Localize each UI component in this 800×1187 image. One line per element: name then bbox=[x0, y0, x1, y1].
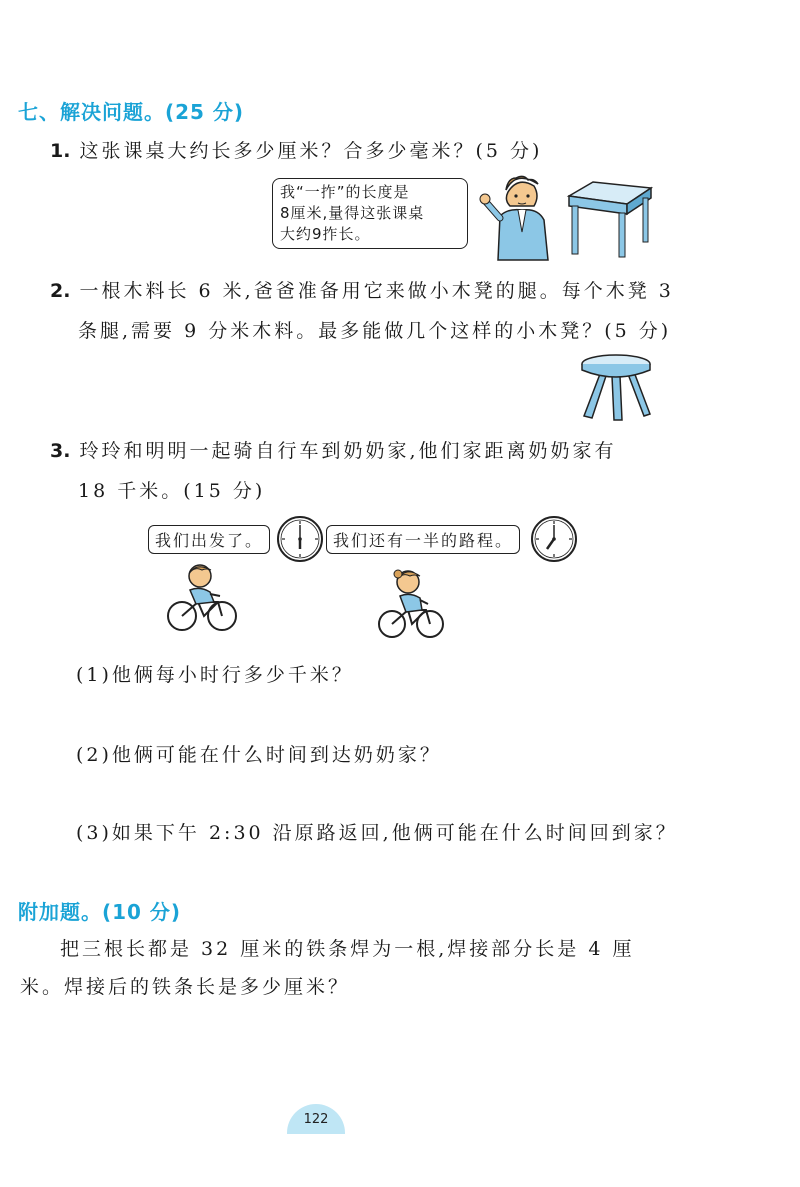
clock-icon bbox=[530, 515, 578, 563]
bubble-line: 我“一拃”的长度是 bbox=[280, 183, 410, 201]
section-heading: 七、解决问题。(25 分) bbox=[18, 100, 245, 124]
sub-question-3: (3)如果下午 2:30 沿原路返回,他俩可能在什么时间回到家？ bbox=[76, 822, 678, 844]
question-text: 玲玲和明明一起骑自行车到奶奶家,他们家距离奶奶家有 bbox=[79, 440, 617, 462]
speech-bubble bbox=[272, 178, 468, 249]
bubble-line: 大约9拃长。 bbox=[280, 225, 371, 243]
question-2 bbox=[50, 276, 674, 303]
boy-waving-icon bbox=[478, 172, 558, 260]
question-text-continued: 18 千米。(15 分) bbox=[78, 480, 266, 502]
question-number: 2. bbox=[50, 280, 71, 302]
extra-question-text-continued: 米。焊接后的铁条长是多少厘米？ bbox=[20, 976, 351, 998]
desk-icon bbox=[565, 180, 655, 258]
cyclist-icon bbox=[166, 560, 238, 634]
speech-bubble-start: 我们出发了。 bbox=[148, 525, 270, 554]
stool-icon bbox=[578, 352, 654, 422]
extra-heading: 附加题。(10 分) bbox=[18, 900, 182, 924]
page-number: 122 bbox=[287, 1104, 345, 1134]
sub-question-2: (2)他俩可能在什么时间到达奶奶家？ bbox=[76, 744, 442, 766]
question-text-continued: 条腿,需要 9 分米木料。最多能做几个这样的小木凳？(5 分) bbox=[78, 320, 672, 342]
extra-question-text: 把三根长都是 32 厘米的铁条焊为一根,焊接部分长是 4 厘 bbox=[60, 938, 635, 960]
question-number: 3. bbox=[50, 440, 71, 462]
cyclist-icon bbox=[378, 564, 444, 640]
question-text: 一根木料长 6 米,爸爸准备用它来做小木凳的腿。每个木凳 3 bbox=[79, 280, 674, 302]
clock-icon bbox=[276, 515, 324, 563]
question-1 bbox=[50, 136, 542, 163]
speech-bubble-halfway: 我们还有一半的路程。 bbox=[326, 525, 520, 554]
bubble-line: 8厘米,量得这张课桌 bbox=[280, 204, 425, 222]
sub-question-1: (1)他俩每小时行多少千米？ bbox=[76, 664, 354, 686]
question-text: 这张课桌大约长多少厘米？合多少毫米？(5 分) bbox=[79, 140, 543, 162]
question-number: 1. bbox=[50, 140, 71, 162]
question-3 bbox=[50, 436, 617, 463]
